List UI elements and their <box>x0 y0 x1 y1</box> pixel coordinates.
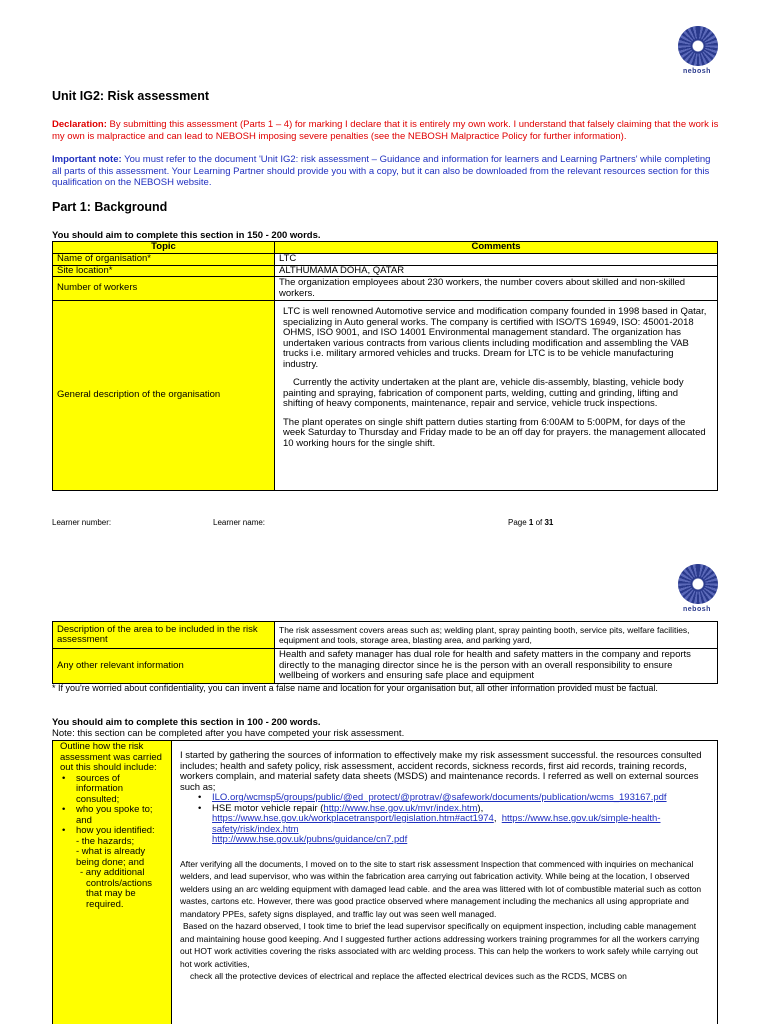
list-item: • sources of information consulted; <box>62 772 123 805</box>
outline-table <box>52 740 718 1024</box>
list-item: • HSE motor vehicle repair (http://www.hse.gov.uk/mvr/index.htm), https://www.hse.gov.uk/workplacetransport/legislation.htm#act1974, https://www.hse.gov.uk/simple-health-safety/risk/index.htm http://www.hse.gov.uk/pubns/guidance/cn7.pdf <box>198 802 661 845</box>
nebosh-logo <box>678 564 718 604</box>
note-label: Important note: <box>52 154 122 165</box>
description-paragraph: The plant operates on single shift pattern duties starting from 6:00AM to 5:00PM, for days of the week Saturday to Thursday and Friday made to be an off day for prayers. the management allocated 10 working hours for the single shift. <box>283 416 706 449</box>
list-item: • who you spoke to; and <box>62 804 153 826</box>
answer-cell <box>172 741 718 1024</box>
list-item: • ILO.org/wcmsp5/groups/public/@ed_protect/@protrav/@safework/documents/publication/wcms_193167.pdf <box>198 792 667 803</box>
important-note <box>52 154 722 189</box>
sources-list <box>180 793 709 846</box>
area-table <box>52 621 718 684</box>
source-link[interactable]: http://www.hse.gov.uk/mvr/index.htm <box>323 802 478 814</box>
header-comments: Comments <box>275 242 718 254</box>
section-instruction: You should aim to complete this section in 150 - 200 words. <box>52 230 321 241</box>
part-heading: Part 1: Background <box>52 200 168 214</box>
outline-list <box>56 774 168 837</box>
outline-dashes: - the hazards; - what is already being done; and - any additional controls/actions that may be required. <box>76 835 153 910</box>
topic-cell: Any other relevant information <box>53 649 275 684</box>
logo-wordmark: nebosh <box>683 606 711 613</box>
section-instruction: You should aim to complete this section in 100 - 200 words. <box>52 717 321 728</box>
topic-cell: Description of the area to be included in the risk assessment <box>53 622 275 649</box>
footer-page-number: Page 1 of 31 <box>508 518 554 527</box>
description-paragraph: LTC is well renowned Automotive service and modification company founded in 1998 based in Qatar, specializing in Auto general works. The company is certified with ISO/TS 16949, ISO: 45001-2018 OHMS, ISO 9001, and ISO 14001 Environmental management standard. The organization has undertaken various contracts from various clients including modification and assembling the VAB trucks i.e. military armored vehicles and trucks. Dream for LTC is to be vehicle manufacturing industry. <box>283 306 707 370</box>
source-link[interactable]: http://www.hse.gov.uk/pubns/guidance/cn7.pdf <box>212 834 408 845</box>
outline-intro: Outline how the risk assessment was carried out this should include: <box>60 741 162 773</box>
source-link[interactable]: ILO.org/wcmsp5/groups/public/@ed_protect/@protrav/@safework/documents/publication/wcms_193167.pdf <box>212 792 667 803</box>
description-cell <box>275 301 718 491</box>
list-item: • how you identified: <box>62 825 155 836</box>
footer-learner-number: Learner number: <box>52 518 112 527</box>
answer-paragraph: Based on the hazard observed, I took time to brief the lead supervisor specifically on equipment inspection, including cable management and maintaining house good keeping. And I suggested further actions addressing workers training programmes for all the workers carrying out HOT work activities covering the risks associated with arc welding process. This can help the workers to work safely while carrying out hot work activities, <box>180 921 700 969</box>
comment-cell: Health and safety manager has dual role for health and safety matters in the company and reports directly to the managing director since he is the person with an overall responsibility to ensure wellbeing of workers and ensuring safe place and equipment <box>275 649 718 684</box>
outline-cell <box>53 741 172 1024</box>
comment-cell: ALTHUMAMA DOHA, QATAR <box>275 265 718 277</box>
footer-learner-name: Learner name: <box>213 518 266 527</box>
declaration-label: Declaration: <box>52 119 107 130</box>
background-table <box>52 241 718 491</box>
source-link[interactable]: https://www.hse.gov.uk/workplacetransport/legislation.htm#act1974 <box>212 813 494 824</box>
topic-cell: Number of workers <box>53 277 275 301</box>
comment-cell: LTC <box>275 254 718 266</box>
header-topic: Topic <box>53 242 275 254</box>
comment-cell: The organization employees about 230 workers, the number covers about skilled and non-skilled workers. <box>275 277 718 301</box>
declaration-text: By submitting this assessment (Parts 1 – 4) for marking I declare that it is entirely my own work. I understand that falsely claiming that the work is my own is malpractice and can lead to NEBOSH imposing severe penalties (see the NEBOSH Malpractice Policy for further information). <box>52 119 719 142</box>
source-link[interactable]: https://www.hse.gov.uk/simple-health-safety/risk/index.htm <box>212 813 661 835</box>
declaration <box>52 119 722 142</box>
answer-paragraph: check all the protective devices of electrical and replace the affected electrical devices such as the RCDS, MCBS on <box>190 971 627 981</box>
answer-paragraph: I started by gathering the sources of information to effectively make my risk assessment successful. the resources consulted includes; health and safety policy, risk assessment, accident records, sickness records, first aid records, training records, workers complain, and material safety data sheets (MSDS) and maintenance records. I referred as well on external sources such as; <box>180 750 702 793</box>
answer-paragraph: After verifying all the documents, I moved on to the site to start risk assessment Inspection that commenced with inquiries on mechanical welders, and lead supervisor, who was within the fabrication area carrying out fabrication activity. While being at the location, I observed welders using an arc welding equipment with damaged lead cable. and the area was littered with lot of combustible material such as cotton wastes, cartons etc. However, there was good practice observed where management including the mechanics all using appropriate and mandatory PPEs, safety signs displayed, and traffic lay out was seen well managed. <box>180 858 702 919</box>
note-text: You must refer to the document 'Unit IG2: risk assessment – Guidance and information for learners and Learning Partners' while completing all parts of this assessment. Your Learning Partner should provide you with a copy, but it can also be downloaded from the relevant resources section for this qualification on the NEBOSH website. <box>52 154 711 188</box>
section-note: Note: this section can be completed after you have competed your risk assessment. <box>52 728 405 739</box>
page-title: Unit IG2: Risk assessment <box>52 89 210 103</box>
nebosh-logo <box>678 26 718 66</box>
confidentiality-note: * If you're worried about confidentiality, you can invent a false name and location for your organisation but, all other information provided must be factual. <box>52 683 658 693</box>
comment-cell: The risk assessment covers areas such as; welding plant, spray painting booth, service pits, welfare facilities, equipment and tools, storage area, blasting area, and parking yard, <box>275 622 718 649</box>
topic-cell: General description of the organisation <box>53 301 275 491</box>
description-paragraph: Currently the activity undertaken at the plant are, vehicle dis-assembly, blasting, vehicle body painting and spraying, fabrication of component parts, welding, cutting and grinding, lifting and shifting of heavy components, maintenance, repair and service, vehicle truck inspections. <box>283 377 684 409</box>
topic-cell: Site location* <box>53 265 275 277</box>
topic-cell: Name of organisation* <box>53 254 275 266</box>
logo-wordmark: nebosh <box>683 68 711 75</box>
